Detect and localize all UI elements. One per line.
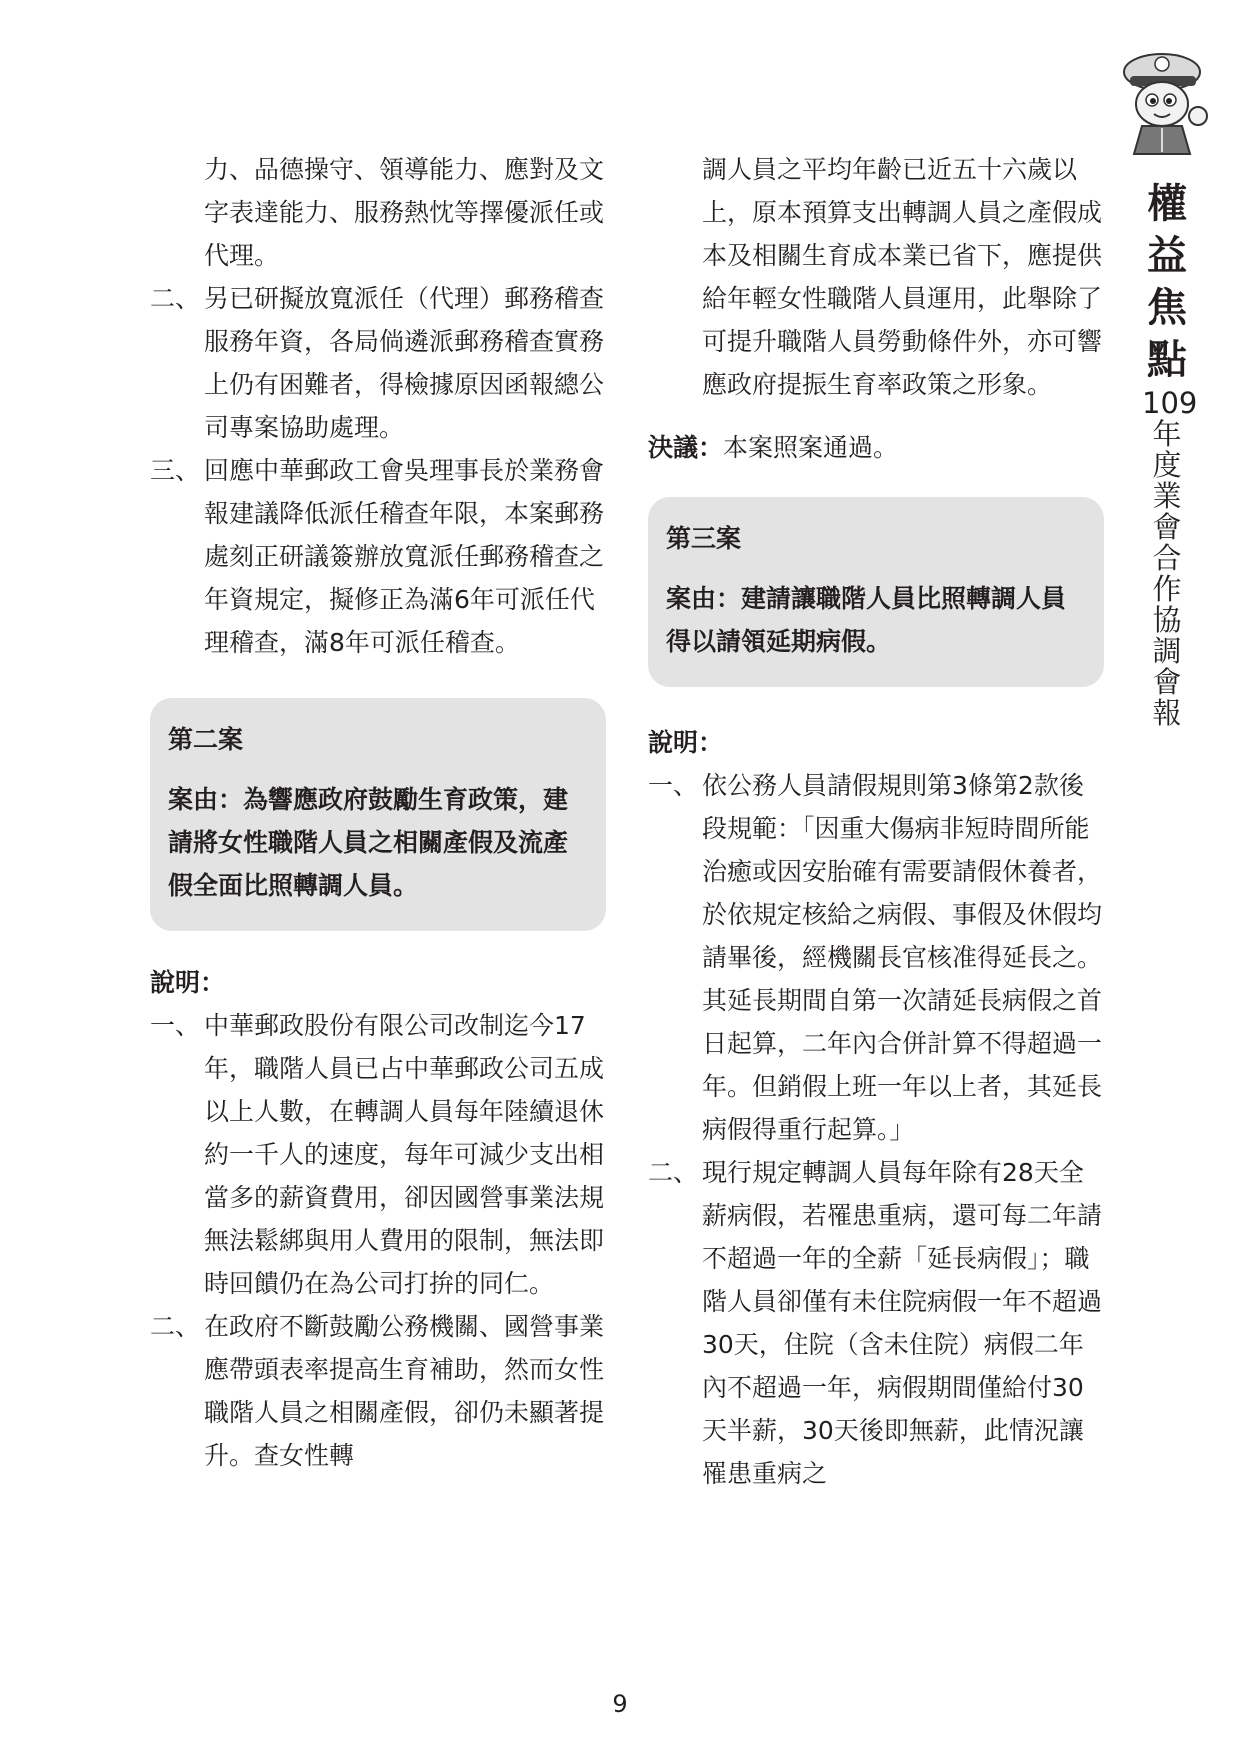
left-column <box>150 148 606 1477</box>
sidebar-subtitle-char: 業 <box>1152 479 1182 513</box>
sidebar-title-char: 權 <box>1147 180 1187 227</box>
list-text: 依公務人員請假規則第3條第2款後段規範：「因重大傷病非短時間所能治癒或因安胎確有需要請假休養者，於依規定核給之病假、事假及休假均請畢後，經機關長官核准得延長之。其延長期間自第一次請延長病假之首日起算，二年內合併計算不得超過一年。但銷假上班一年以上者，其延長病假得重行起算。」 <box>702 771 1103 1144</box>
resolution-label: 決議： <box>648 433 724 462</box>
sidebar-subtitle-char: 年 <box>1152 417 1182 451</box>
list-item <box>150 1305 606 1477</box>
case-reason: 案由：為響應政府鼓勵生育政策，建請將女性職階人員之相關產假及流產假全面比照轉調人員。 <box>168 785 569 900</box>
sidebar-title-char: 焦 <box>1147 284 1187 331</box>
case-title: 第三案 <box>666 524 742 553</box>
sidebar-subtitle-char: 會 <box>1152 665 1182 699</box>
sidebar-subtitle-char: 會 <box>1152 510 1182 544</box>
list-text: 回應中華郵政工會吳理事長於業務會報建議降低派任稽查年限，本案郵務處刻正研議簽辦放寬派任郵務稽查之年資規定，擬修正為滿6年可派任代理稽查，滿8年可派任稽查。 <box>204 456 605 657</box>
sidebar-subtitle <box>1142 386 1198 730</box>
list-item <box>648 764 1104 1151</box>
list-item <box>150 449 606 664</box>
sidebar-subtitle-char: 報 <box>1152 696 1182 730</box>
sidebar-subtitle-char: 作 <box>1152 572 1182 606</box>
explanation-label: 說明： <box>150 968 226 997</box>
list-marker: 三、 <box>150 456 201 485</box>
sidebar-subtitle-char: 協 <box>1152 603 1182 637</box>
page-number: 9 <box>612 1690 628 1718</box>
sidebar-subtitle-char: 調 <box>1152 634 1182 668</box>
list-text: 在政府不斷鼓勵公務機關、國營事業應帶頭表率提高生育補助，然而女性職階人員之相關產假，卻仍未顯著提升。查女性轉 <box>204 1312 605 1470</box>
right-column <box>648 148 1104 1495</box>
list-text: 另已研擬放寬派任（代理）郵務稽查服務年資，各局倘遴派郵務稽查實務上仍有困難者，得檢據原因函報總公司專案協助處理。 <box>204 284 605 442</box>
resolution-text: 本案照案通過。 <box>723 433 899 462</box>
case-box-2 <box>150 698 606 931</box>
list-item <box>150 277 606 449</box>
list-marker: 一、 <box>150 1011 201 1040</box>
continuation-text: 力、品德操守、領導能力、應對及文字表達能力、服務熱忱等擇優派任或代理。 <box>204 155 605 270</box>
list-marker: 二、 <box>150 284 201 313</box>
list-marker: 一、 <box>648 771 699 800</box>
resolution <box>648 426 1104 469</box>
case-reason: 案由：建請讓職階人員比照轉調人員得以請領延期病假。 <box>666 584 1067 656</box>
list-marker: 二、 <box>150 1312 201 1341</box>
sidebar-subtitle-char: 109 <box>1142 386 1198 420</box>
continuation-text: 調人員之平均年齡已近五十六歲以上，原本預算支出轉調人員之產假成本及相關生育成本業已省下，應提供給年輕女性職階人員運用，此舉除了可提升職階人員勞動條件外，亦可響應政府提振生育率政策之形象。 <box>702 155 1103 399</box>
explanation-label: 說明： <box>648 728 724 757</box>
sidebar-title <box>1138 178 1196 386</box>
sidebar-title-char: 益 <box>1147 232 1187 279</box>
list-text: 現行規定轉調人員每年除有28天全薪病假，若罹患重病，還可每二年請不超過一年的全薪「延長病假」；職階人員卻僅有未住院病假一年不超過30天，住院（含未住院）病假二年內不超過一年，病假期間僅給付30天半薪，30天後即無薪，此情況讓罹患重病之 <box>702 1158 1103 1488</box>
sidebar-subtitle-char: 合 <box>1152 541 1182 575</box>
police-mascot-logo <box>1112 42 1222 160</box>
list-marker: 二、 <box>648 1158 699 1187</box>
sidebar-title-char: 點 <box>1147 336 1187 383</box>
list-text: 中華郵政股份有限公司改制迄今17年，職階人員已占中華郵政公司五成以上人數，在轉調人員每年陸續退休約一千人的速度，每年可減少支出相當多的薪資費用，卻因國營事業法規無法鬆綁與用人費用的限制，無法即時回饋仍在為公司打拚的同仁。 <box>204 1011 605 1298</box>
case-box-3 <box>648 497 1104 687</box>
case-title: 第二案 <box>168 725 244 754</box>
sidebar-subtitle-char: 度 <box>1152 448 1182 482</box>
list-item <box>648 1151 1104 1495</box>
list-item <box>150 1004 606 1305</box>
